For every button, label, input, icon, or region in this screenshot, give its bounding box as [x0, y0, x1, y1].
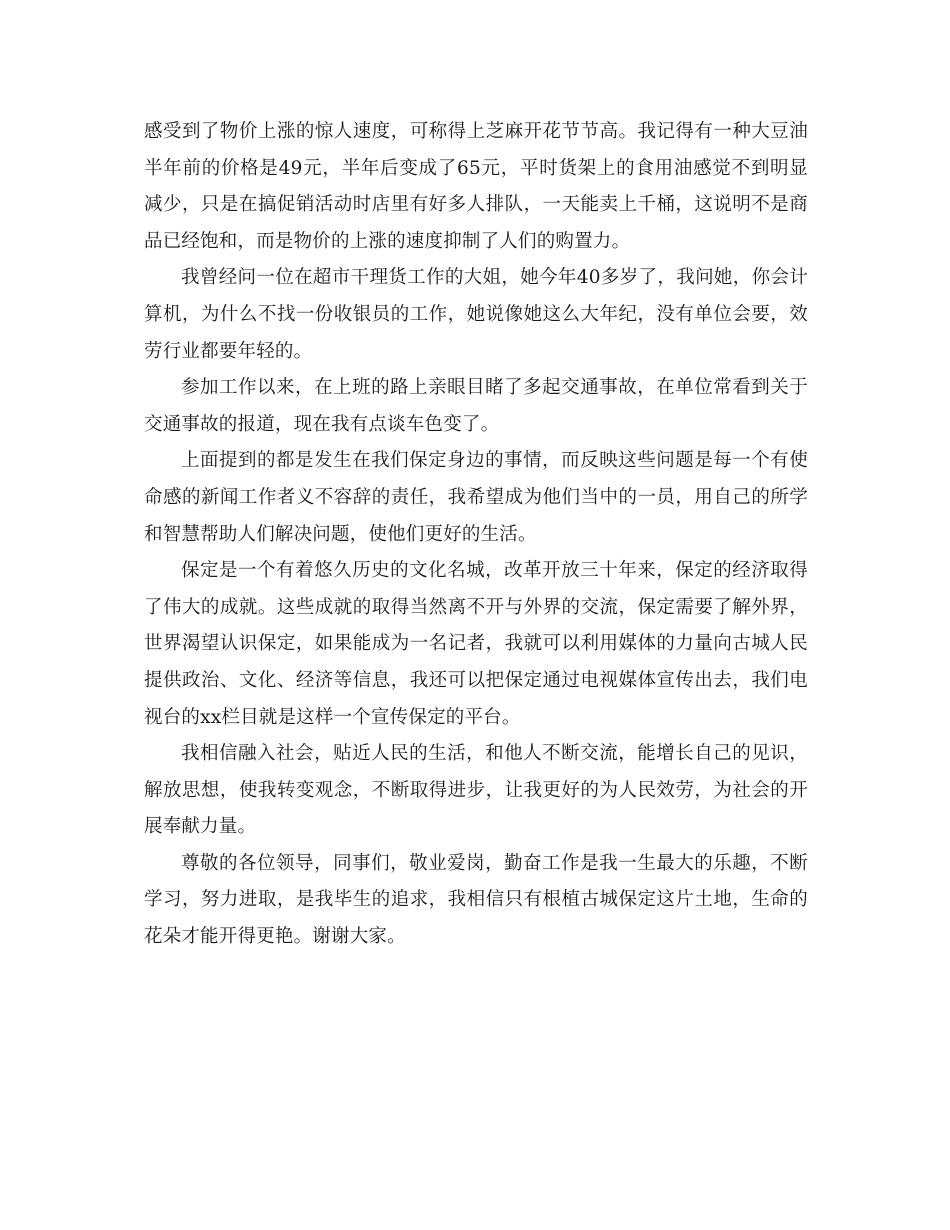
paragraph-6: 我相信融入社会，贴近人民的生活，和他人不断交流，能增长自己的见识，解放思想，使我转变观念，不断取得进步，让我更好的为人民效劳，为社会的开展奉献力量。 [144, 743, 808, 838]
paragraph-2: 我曾经问一位在超市干理货工作的大姐，她今年40多岁了，我问她，你会计算机，为什么不找一份收银员的工作，她说像她这么大年纪，没有单位会要，效劳行业都要年轻的。 [144, 267, 808, 362]
paragraph-4: 上面提到的都是发生在我们保定身边的事情，而反映这些问题是每一个有使命感的新闻工作者义不容辞的责任，我希望成为他们当中的一员，用自己的所学和智慧帮助人们解决问题，使他们更好的生活。 [144, 450, 808, 545]
paragraph-3: 参加工作以来，在上班的路上亲眼目睹了多起交通事故，在单位常看到关于交通事故的报道，现在我有点谈车色变了。 [144, 377, 808, 435]
paragraph-5: 保定是一个有着悠久历史的文化名城，改革开放三十年来，保定的经济取得了伟大的成就。这些成就的取得当然离不开与外界的交流，保定需要了解外界，世界渴望认识保定，如果能成为一名记者，我就可以利用媒体的力量向古城人民提供政治、文化、经济等信息，我还可以把保定通过电视媒体宣传出去，我们电视台的xx栏目就是这样一个宣传保定的平台。 [144, 560, 808, 728]
paragraph-7: 尊敬的各位领导，同事们，敬业爱岗，勤奋工作是我一生最大的乐趣，不断学习，努力进取，是我毕生的追求，我相信只有根植古城保定这片土地，生命的花朵才能开得更艳。谢谢大家。 [144, 852, 808, 948]
document-body [144, 114, 808, 956]
paragraph-1: 感受到了物价上涨的惊人速度，可称得上芝麻开花节节高。我记得有一种大豆油半年前的价格是49元，半年后变成了65元，平时货架上的食用油感觉不到明显减少，只是在搞促销活动时店里有好多人排队，一天能卖上千桶，这说明不是商品已经饱和，而是物价的上涨的速度抑制了人们的购置力。 [144, 121, 808, 252]
